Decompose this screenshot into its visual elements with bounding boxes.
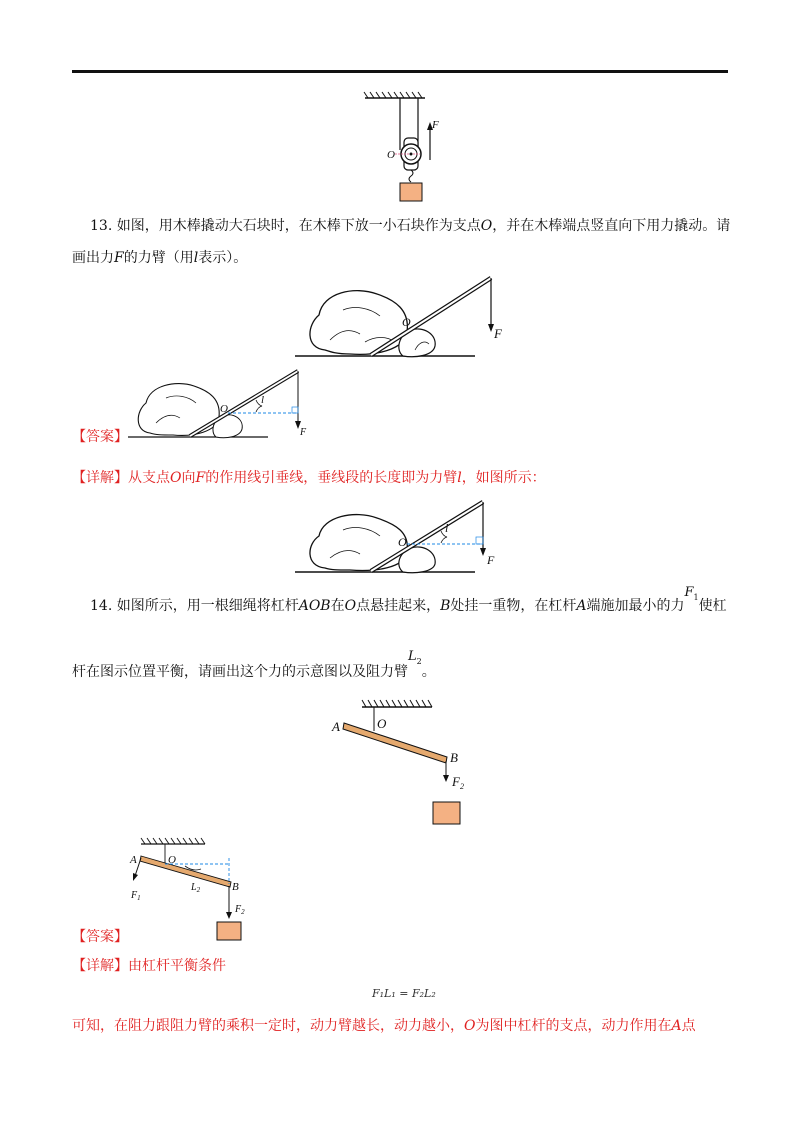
force-label: F	[432, 119, 439, 131]
q13-line1: 13. 如图，用木棒撬动大石块时，在木棒下放一小石块作为支点O，并在木棒端点竖直向下用力撬动。请	[90, 218, 731, 234]
force-f2-label: $F_2$	[452, 774, 464, 791]
point-b-label: B	[450, 750, 458, 765]
arm-label: l	[261, 394, 265, 406]
fulcrum-label: O	[402, 315, 411, 329]
point-o-label: O	[377, 716, 387, 731]
force-label: F	[494, 326, 502, 341]
fulcrum-label: O	[398, 535, 407, 549]
q14-line1: 14. 如图所示，用一根细绳将杠杆AOB在O点悬挂起来，B处挂一重物，在杠杆A端施加最小的力F1使杠	[90, 585, 727, 614]
q14-answer-figure	[125, 836, 255, 946]
q14-conclusion: 可知，在阻力跟阻力臂的乘积一定时，动力臂越长，动力越小，O为图中杠杆的支点，动力作用在A点	[72, 1018, 696, 1034]
header-rule	[72, 70, 728, 73]
q13-detail-figure	[295, 500, 520, 580]
arm-label: l	[445, 521, 449, 535]
force-f1-label: $F_1$	[131, 890, 141, 902]
point-a-label: A	[332, 719, 340, 734]
fulcrum-label: O	[387, 149, 395, 161]
q14-detail: 【详解】由杠杆平衡条件	[72, 958, 226, 974]
point-b-label: B	[232, 881, 239, 893]
point-a-label: A	[130, 854, 137, 866]
q14-figure	[330, 695, 475, 830]
force-label: F	[300, 427, 307, 438]
force-f2-label: $F_2$	[235, 904, 245, 916]
q13-detail: 【详解】从支点O向F的作用线引垂线，垂线段的长度即为力臂l，如图所示：	[72, 470, 546, 486]
pulley-figure	[360, 90, 440, 205]
q14-line2: 杆在图示位置平衡，请画出这个力的示意图以及阻力臂$L_2$。	[72, 649, 436, 680]
q13-answer-figure	[128, 365, 313, 443]
q13-line2: 画出力F的力臂（用l表示）。	[72, 250, 248, 266]
q13-figure	[295, 270, 520, 365]
point-o-label: O	[168, 854, 176, 866]
arm-l2-label: $L_2$	[191, 882, 201, 894]
formula: F₁L₁ = F₂L₂	[372, 987, 436, 1000]
force-label: F	[487, 553, 495, 567]
q14-answer-label: 【答案】	[72, 929, 128, 945]
fulcrum-label: O	[220, 403, 228, 415]
q13-answer-label: 【答案】	[72, 429, 128, 445]
